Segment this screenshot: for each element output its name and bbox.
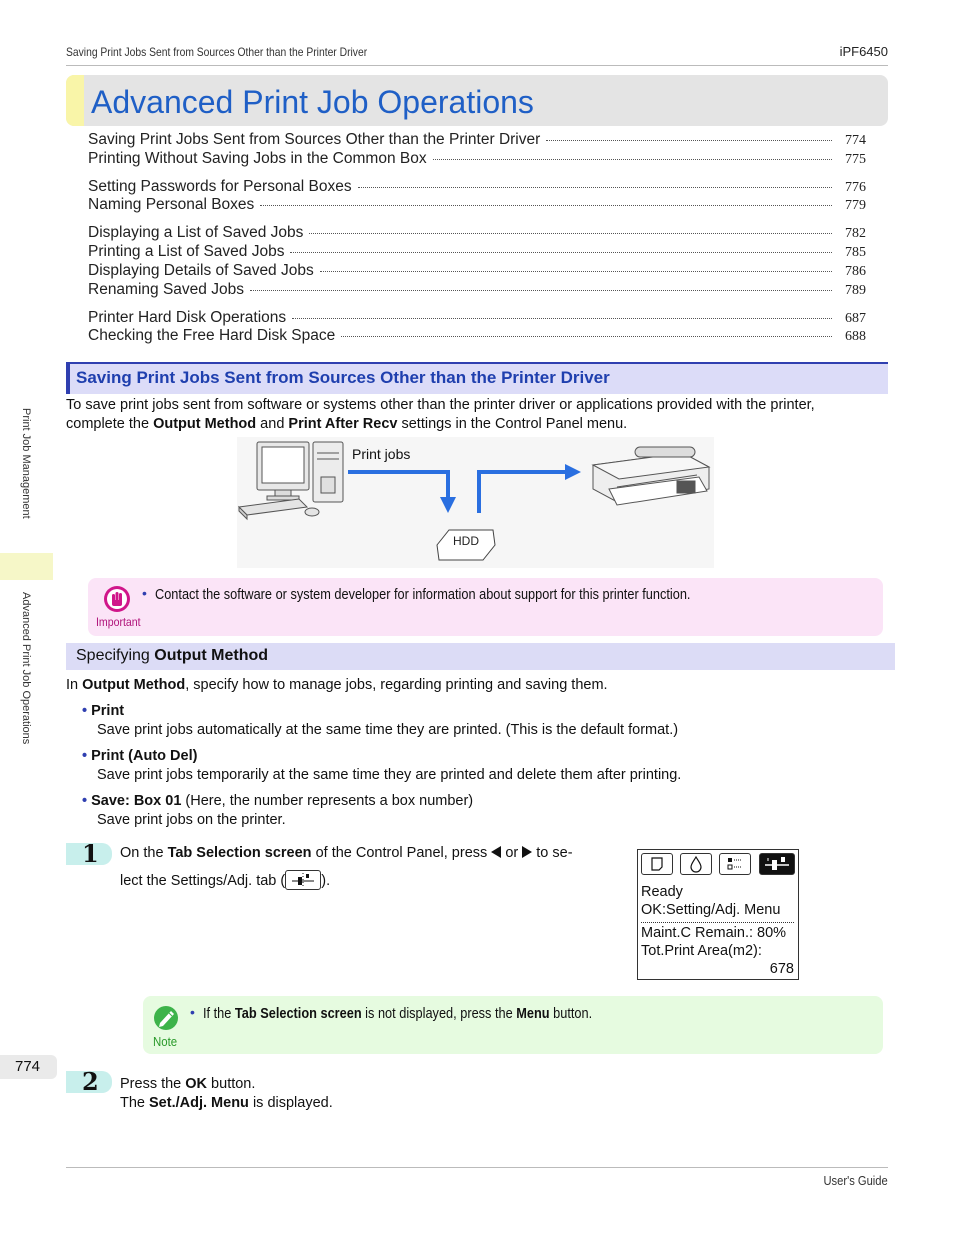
toc-entry[interactable] — [88, 150, 866, 168]
panel-print-area-value: 678 — [769, 961, 794, 977]
settings-tab-selected[interactable] — [759, 853, 795, 875]
ink-tab-icon — [680, 853, 712, 875]
toc-label: Printing a List of Saved Jobs — [88, 243, 285, 260]
toc-label: Checking the Free Hard Disk Space — [88, 327, 336, 344]
model-name: iPF6450 — [839, 44, 888, 59]
bullet-icon: • — [82, 793, 88, 809]
toc-leader — [341, 335, 832, 337]
toc-entry[interactable] — [88, 309, 866, 327]
toc-page: 687 — [845, 311, 866, 326]
footer-guide-name: User's Guide — [823, 1173, 888, 1188]
bullet-icon: • — [82, 703, 88, 719]
step-2-text: Press the OK button. The Set./Adj. Menu is displayed. — [120, 1076, 333, 1111]
toc-label: Printer Hard Disk Operations — [88, 309, 287, 326]
note-bullet: • — [190, 1004, 195, 1020]
intro-line-2: complete the Output Method and Print After Recv settings in the Control Panel menu. — [66, 416, 628, 432]
print-job-diagram — [237, 437, 714, 568]
printer-icon — [593, 447, 709, 505]
option-name: Print — [91, 703, 125, 719]
toc-page: 776 — [845, 180, 866, 195]
toc-entry[interactable] — [88, 131, 866, 149]
page-title: Advanced Print Job Operations — [91, 84, 534, 120]
toc-page: 774 — [845, 133, 866, 148]
intro-line-1: To save print jobs sent from software or systems other than the printer driver or applications provided with the printer, — [66, 397, 815, 413]
toc-label: Displaying Details of Saved Jobs — [88, 262, 314, 279]
header-divider — [66, 65, 888, 66]
job-tab-icon — [719, 853, 751, 875]
toc-leader — [292, 317, 832, 319]
toc-entry[interactable] — [88, 262, 866, 280]
toc-label: Printing Without Saving Jobs in the Common Box — [88, 150, 427, 167]
hdd-label: HDD — [453, 534, 479, 548]
toc-leader — [260, 204, 832, 206]
important-label: Important — [96, 615, 141, 629]
left-arrow-icon — [491, 846, 501, 858]
toc-entry[interactable] — [88, 196, 866, 214]
sidebar-chapter: Print Job Management — [20, 408, 32, 519]
note-text: If the Tab Selection screen is not displayed, press the Menu button. — [203, 1006, 593, 1022]
toc-page: 688 — [845, 329, 866, 344]
toc-page: 775 — [845, 152, 866, 167]
panel-maint-remain: Maint.C Remain.: 80% — [641, 925, 787, 941]
list-item — [82, 747, 681, 785]
control-panel-screen — [637, 849, 799, 980]
step-1-text-line2: lect the Settings/Adj. tab ( ). — [120, 870, 330, 891]
important-text: Contact the software or system developer for information about support for this printer function. — [155, 587, 691, 603]
toc-leader — [546, 139, 832, 141]
panel-status: Ready — [641, 884, 683, 900]
computer-icon — [239, 442, 343, 519]
right-arrow-icon — [522, 846, 532, 858]
toc-entry[interactable] — [88, 243, 866, 261]
toc-page: 779 — [845, 198, 866, 213]
toc-entry[interactable] — [88, 178, 866, 196]
step-1-badge: 1 — [66, 843, 112, 865]
footer-divider — [66, 1167, 888, 1168]
toc-leader — [433, 158, 832, 160]
list-item: • Save: Box 01 (Here, the number represents a box number) Save print jobs on the printer. — [82, 793, 474, 828]
running-header: Saving Print Jobs Sent from Sources Other than the Printer Driver — [66, 45, 368, 59]
toc-entry[interactable] — [88, 224, 866, 242]
important-icon — [103, 585, 131, 618]
toc-label: Saving Print Jobs Sent from Sources Other than the Printer Driver — [88, 131, 541, 148]
toc-label: Naming Personal Boxes — [88, 196, 255, 213]
section-intro — [66, 396, 815, 434]
sidebar-section: Advanced Print Job Operations — [20, 592, 32, 745]
list-item — [82, 702, 678, 740]
section-heading: Saving Print Jobs Sent from Sources Other than the Printer Driver — [76, 368, 610, 387]
toc-page: 789 — [845, 283, 866, 298]
toc-label: Renaming Saved Jobs — [88, 281, 244, 298]
option-desc: Save print jobs automatically at the same time they are printed. (This is the default format.) — [97, 722, 679, 738]
step-2-badge: 2 — [66, 1071, 112, 1093]
toc-page: 782 — [845, 226, 866, 241]
arrow-to-printer — [479, 464, 581, 513]
toc-leader — [358, 186, 832, 188]
option-name: Print (Auto Del) — [91, 748, 198, 764]
note-callout — [143, 996, 883, 1054]
toc-entry[interactable] — [88, 281, 866, 299]
toc-label: Displaying a List of Saved Jobs — [88, 224, 304, 241]
page-number: 774 — [15, 1058, 41, 1075]
settings-tab-icon — [285, 870, 321, 890]
toc-leader — [320, 270, 832, 272]
print-jobs-label: Print jobs — [352, 446, 411, 462]
note-icon — [153, 1005, 181, 1036]
subsection-intro: In Output Method, specify how to manage jobs, regarding printing and saving them. — [66, 677, 608, 693]
option-desc: Save print jobs on the printer. — [97, 812, 286, 828]
paper-tab-icon — [641, 853, 673, 875]
important-bullet: • — [142, 585, 147, 601]
bullet-icon: • — [82, 748, 88, 764]
toc-entry[interactable] — [88, 327, 866, 345]
option-name: Save: Box 01 — [91, 793, 182, 809]
panel-divider — [641, 922, 794, 923]
step-1-text: On the Tab Selection screen of the Control Panel, press or to se- — [120, 845, 573, 861]
sidebar-marker — [0, 553, 53, 580]
toc-leader — [250, 289, 832, 291]
toc-label: Setting Passwords for Personal Boxes — [88, 178, 352, 195]
note-label: Note — [153, 1034, 178, 1049]
title-accent — [66, 75, 84, 126]
arrow-to-hdd — [348, 472, 456, 513]
option-desc: Save print jobs temporarily at the same time they are printed and delete them after printing. — [97, 767, 682, 783]
panel-menu-hint: OK:Setting/Adj. Menu — [641, 902, 781, 918]
panel-print-area-label: Tot.Print Area(m2): — [641, 943, 762, 959]
toc-page: 786 — [845, 264, 866, 279]
toc-leader — [309, 232, 832, 234]
toc-page: 785 — [845, 245, 866, 260]
subsection-heading: Specifying Output Method — [76, 647, 269, 664]
toc-leader — [290, 251, 832, 253]
